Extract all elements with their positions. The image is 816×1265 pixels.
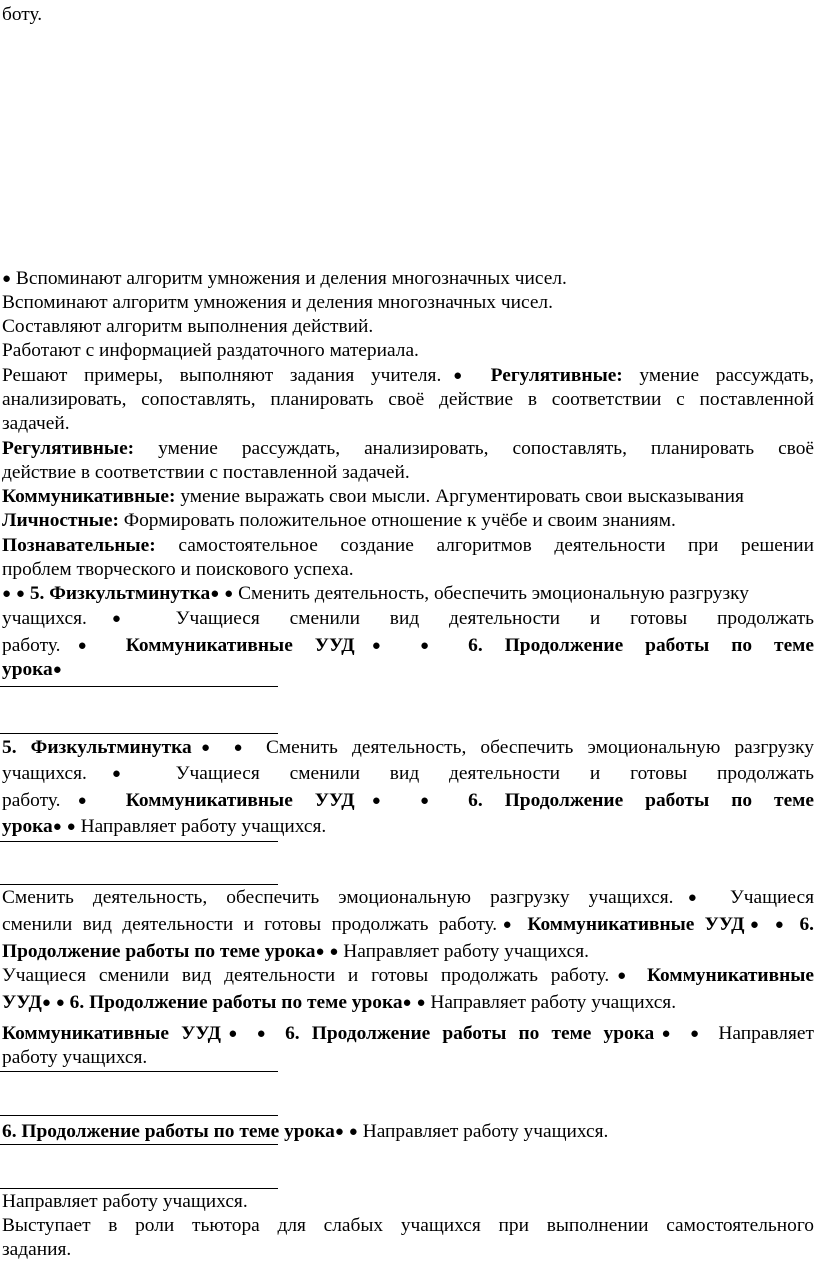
text-line: Учащиеся сменили вид деятельности и готовы продолжать работу.● Коммуникативные <box>2 965 814 986</box>
bullet-icon: ● <box>744 917 765 933</box>
bullet-icon: ● <box>419 638 447 654</box>
text-line: урока● <box>2 659 62 680</box>
bullet-icon: ● <box>55 995 65 1011</box>
text-line: Составляют алгоритм выполнения действий. <box>2 316 374 337</box>
bullet-icon: ● <box>220 1026 245 1042</box>
bullet-icon: ● <box>86 611 146 627</box>
separator-line <box>0 733 278 734</box>
text-line: работу.● Коммуникативные УУД● ● 6. Продолжение работы по теме <box>2 790 814 811</box>
bullet-icon: ● <box>233 740 252 756</box>
text-line: 6. Продолжение работы по теме урока● ● Направляет работу учащихся. <box>2 1121 609 1142</box>
text-line: ● ● 5. Физкультминутка● ● Сменить деятельность, обеспечить эмоциональную разгрузку <box>2 583 749 604</box>
separator-line <box>0 1071 278 1072</box>
separator-line <box>0 1144 278 1145</box>
text-line: урока● ● Направляет работу учащихся. <box>2 816 327 837</box>
bullet-icon: ● <box>402 995 412 1011</box>
separator-line <box>0 686 278 687</box>
bullet-icon: ● <box>60 638 104 654</box>
separator-line <box>0 1115 278 1116</box>
text-line: Вспоминают алгоритм умножения и деления многозначных чисел. <box>2 292 553 313</box>
bullet-icon: ● <box>15 586 25 602</box>
bullet-icon: ● <box>52 662 62 678</box>
bullet-icon: ● <box>354 638 398 654</box>
text-line: Личностные: Формировать положительное отношение к учёбе и своим знаниям. <box>2 510 676 531</box>
bullet-icon: ● <box>191 740 220 756</box>
text-line: Коммуникативные: умение выражать свои мысли. Аргументировать свои высказывания <box>2 486 744 507</box>
bullet-icon: ● <box>41 995 51 1011</box>
text-line: задачей. <box>2 413 70 434</box>
text-line: анализировать, сопоставлять, планировать своё действие в соответствии с поставленной <box>2 389 814 410</box>
bullet-icon: ● <box>256 1026 273 1042</box>
text-line: Выступает в роли тьютора для слабых учащихся при выполнении самостоятельного <box>2 1215 814 1236</box>
text-line: ● Вспоминают алгоритм умножения и деления многозначных чисел. <box>2 268 567 289</box>
text-line: сменили вид деятельности и готовы продолжать работу.● Коммуникативные УУД● ● 6. <box>2 914 815 935</box>
text-line: работу.● Коммуникативные УУД● ● 6. Продолжение работы по теме <box>2 635 814 656</box>
bullet-icon: ● <box>224 586 234 602</box>
bullet-icon: ● <box>673 890 711 906</box>
bullet-icon: ● <box>210 586 220 602</box>
bullet-icon: ● <box>416 995 426 1011</box>
bullet-icon: ● <box>348 1124 358 1140</box>
bullet-icon: ● <box>419 793 447 809</box>
text-line: УУД● ● 6. Продолжение работы по теме урока● ● Направляет работу учащихся. <box>2 992 677 1013</box>
text-line: действие в соответствии с поставленной задачей. <box>2 462 410 483</box>
separator-line <box>0 841 278 842</box>
text-line: Коммуникативные УУД● ● 6. Продолжение работы по теме урока● ● Направляет <box>2 1023 814 1044</box>
bullet-icon: ● <box>609 968 635 984</box>
bullet-icon: ● <box>2 271 12 287</box>
bullet-icon: ● <box>52 819 62 835</box>
bullet-icon: ● <box>86 766 146 782</box>
text-line: 5. Физкультминутка● ● Сменить деятельность, обеспечить эмоциональную разгрузку <box>2 737 815 758</box>
bullet-icon: ● <box>441 368 474 384</box>
bullet-icon: ● <box>654 1026 678 1042</box>
bullet-icon: ● <box>334 1124 344 1140</box>
text-line: задания. <box>2 1239 72 1260</box>
bullet-icon: ● <box>497 917 518 933</box>
text-line: Работают с информацией раздаточного материала. <box>2 340 419 361</box>
text-line: работу учащихся. <box>2 1047 148 1068</box>
text-line: Сменить деятельность, обеспечить эмоциональную разгрузку учащихся.● Учащиеся <box>2 887 815 908</box>
separator-line <box>0 1188 278 1189</box>
bullet-icon: ● <box>354 793 398 809</box>
text-line: Решают примеры, выполняют задания учителя.● Регулятивные: умение рассуждать, <box>2 365 814 386</box>
bullet-icon: ● <box>315 944 325 960</box>
text-line: Познавательные: самостоятельное создание алгоритмов деятельности при решении <box>2 535 814 556</box>
bullet-icon: ● <box>2 586 12 602</box>
text-line: проблем творческого и поискового успеха. <box>2 559 354 580</box>
text-line: учащихся.● Учащиеся сменили вид деятельности и готовы продолжать <box>2 608 815 629</box>
text-line: боту. <box>2 4 43 25</box>
bullet-icon: ● <box>774 917 790 933</box>
bullet-icon: ● <box>329 944 339 960</box>
text-line: Регулятивные: умение рассуждать, анализировать, сопоставлять, планировать своё <box>2 438 814 459</box>
bullet-icon: ● <box>60 793 104 809</box>
bullet-icon: ● <box>689 1026 707 1042</box>
separator-line <box>0 884 278 885</box>
bullet-icon: ● <box>66 819 76 835</box>
text-line: Направляет работу учащихся. <box>2 1191 248 1212</box>
text-line: Продолжение работы по теме урока● ● Направляет работу учащихся. <box>2 941 589 962</box>
text-line: учащихся.● Учащиеся сменили вид деятельности и готовы продолжать <box>2 763 815 784</box>
